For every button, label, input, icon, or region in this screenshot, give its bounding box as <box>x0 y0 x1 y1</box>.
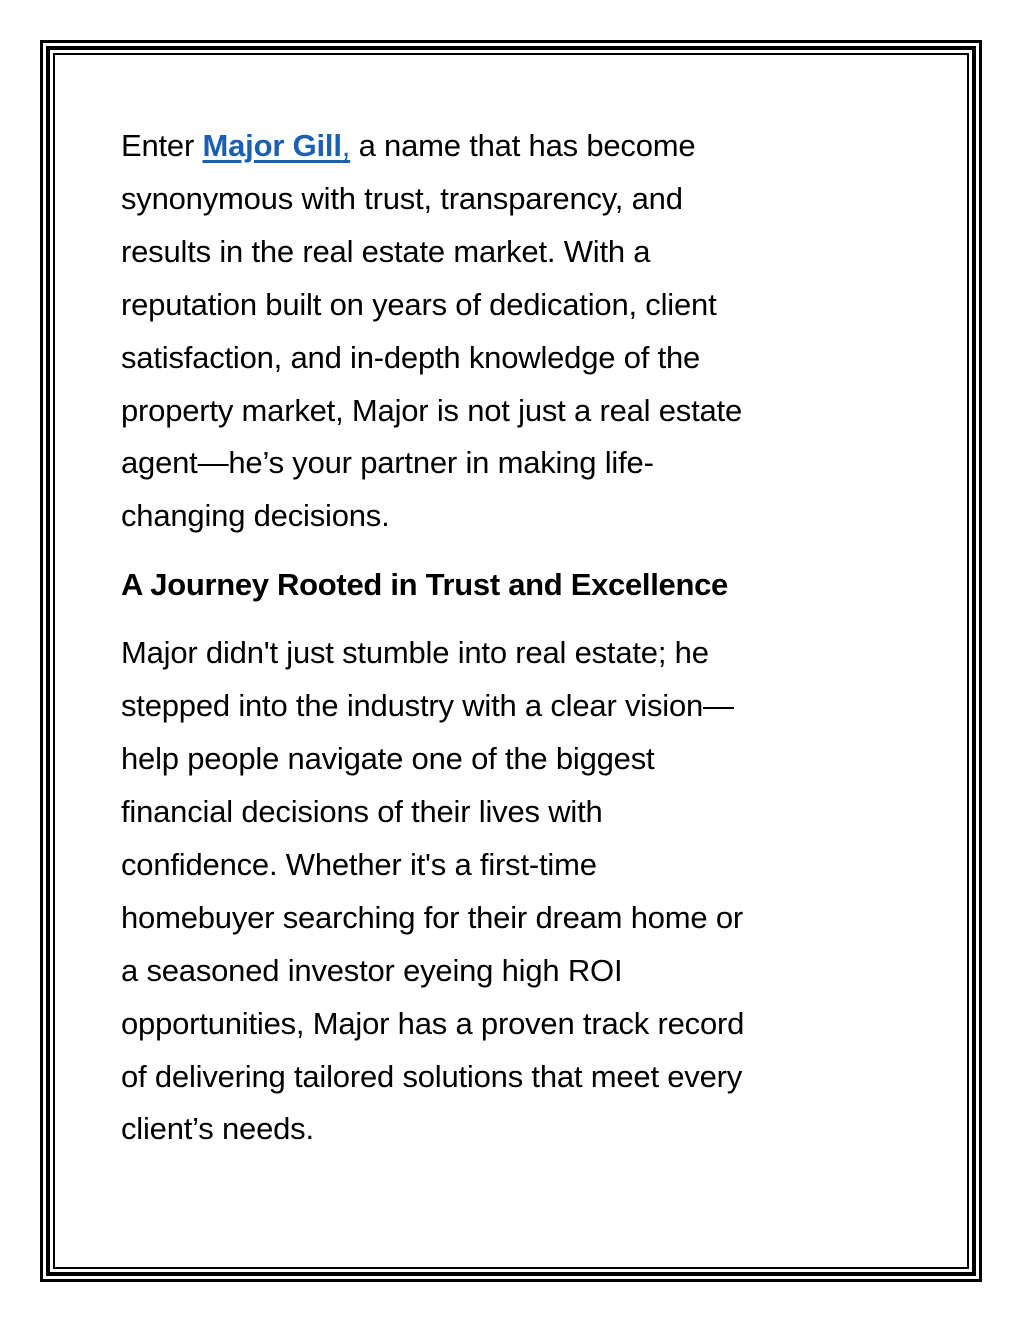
section-paragraph <box>121 627 891 1156</box>
section-line: homebuyer searching for their dream home or <box>121 899 744 935</box>
section-heading: A Journey Rooted in Trust and Excellence <box>121 567 729 603</box>
intro-line: synonymous with trust, transparency, and <box>121 180 683 216</box>
intro-line: satisfaction, and in-depth knowledge of the <box>121 339 701 375</box>
section-line: confidence. Whether it's a first-time <box>121 846 597 882</box>
section-line: of delivering tailored solutions that meet every <box>121 1058 743 1094</box>
document-body <box>121 120 891 1156</box>
section-line: opportunities, Major has a proven track record <box>121 1005 745 1041</box>
intro-paragraph <box>121 120 891 543</box>
intro-line: property market, Major is not just a real estate <box>121 392 742 428</box>
intro-line: reputation built on years of dedication, client <box>121 286 717 322</box>
section-line: Major didn't just stumble into real estate; he <box>121 635 709 671</box>
section-line: client’s needs. <box>121 1111 314 1147</box>
section-line: stepped into the industry with a clear vision— <box>121 688 734 724</box>
section-line: a seasoned investor eyeing high ROI <box>121 952 623 988</box>
major-gill-link[interactable]: Major Gill <box>202 128 342 163</box>
intro-line-1 <box>121 120 891 173</box>
intro-line: results in the real estate market. With a <box>121 233 651 269</box>
intro-first-line-rest: a name that has become <box>350 128 696 163</box>
section-line: financial decisions of their lives with <box>121 793 603 829</box>
intro-line: agent—he’s your partner in making life- <box>121 445 654 481</box>
link-comma: , <box>341 128 351 163</box>
intro-line: changing decisions. <box>121 498 390 534</box>
section-line: help people navigate one of the biggest <box>121 741 655 777</box>
intro-lead: Enter <box>121 128 203 163</box>
